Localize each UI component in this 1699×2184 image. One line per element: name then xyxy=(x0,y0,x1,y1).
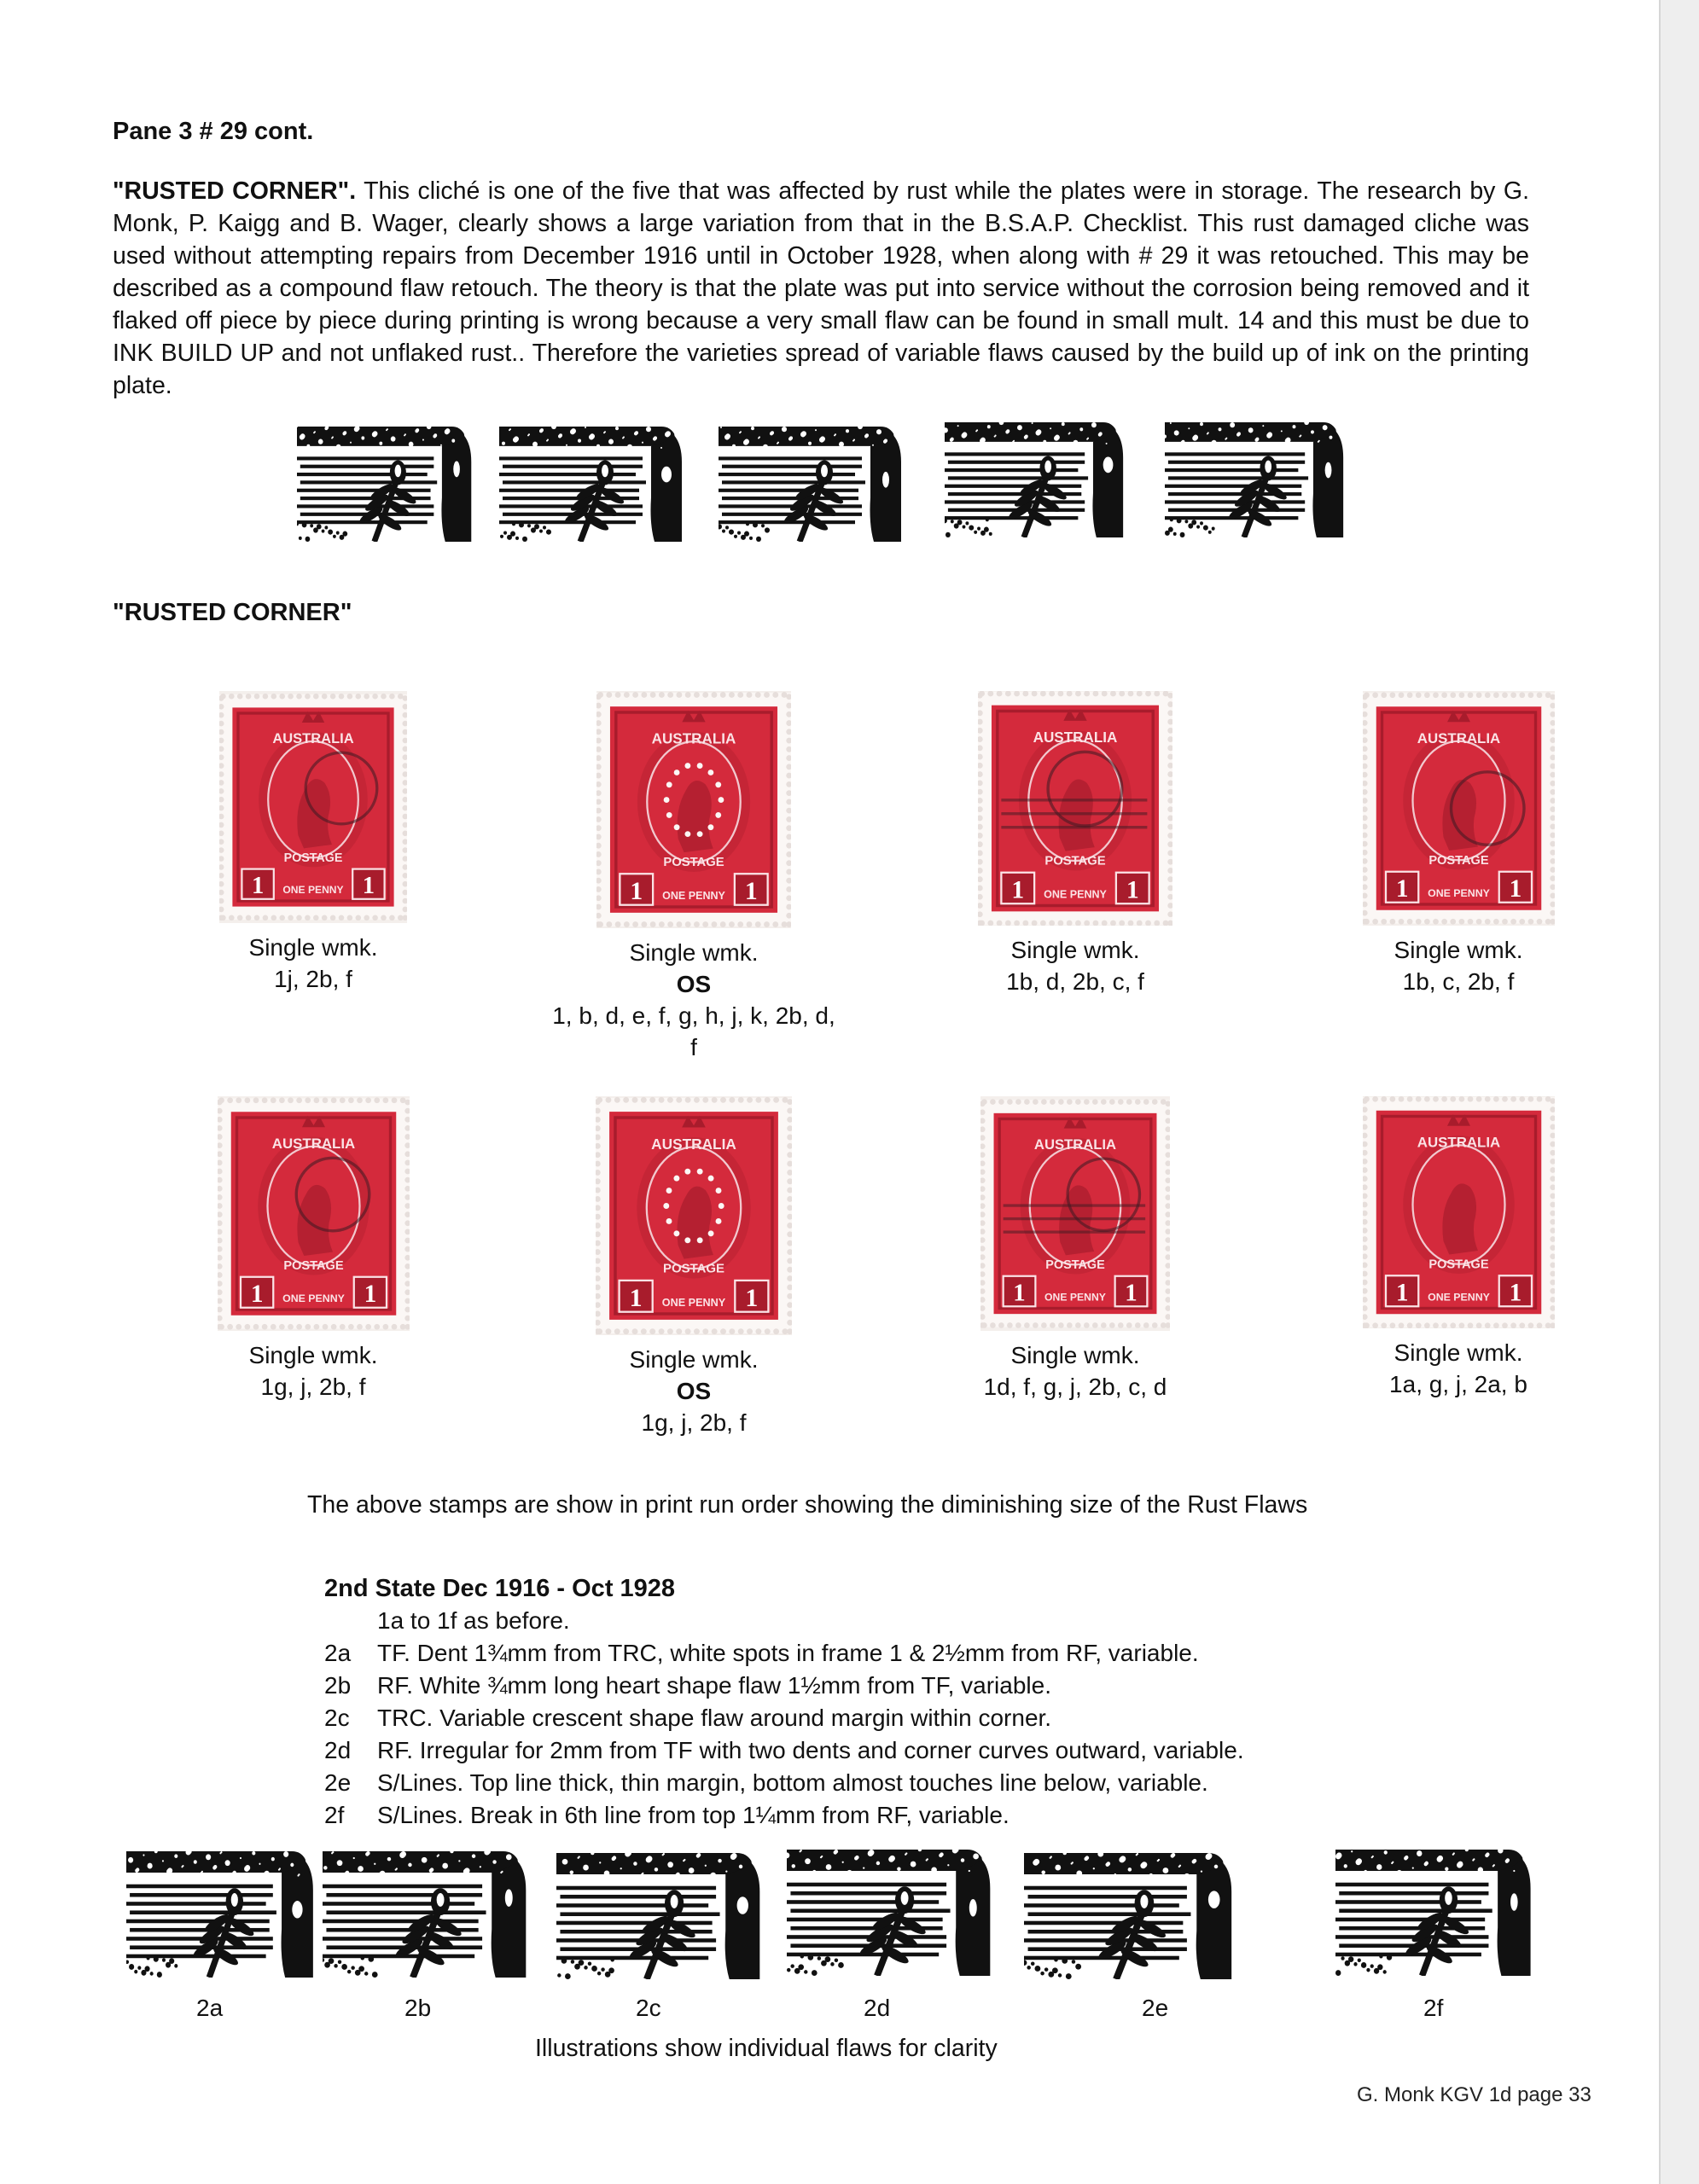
flaw-image xyxy=(787,1850,996,1976)
stamp-country: AUSTRALIA xyxy=(272,731,354,747)
stamp-country: AUSTRALIA xyxy=(1417,1134,1500,1151)
stamp-watermark: Single wmk. xyxy=(1394,1339,1523,1366)
flaw-illustration xyxy=(126,1851,318,1978)
stamp-watermark: Single wmk. xyxy=(629,939,759,966)
state-item xyxy=(324,1702,1244,1734)
stamp xyxy=(980,1096,1170,1331)
state-item xyxy=(324,1637,1244,1670)
flaw-image xyxy=(1024,1853,1237,1979)
state-intro: 1a to 1f as before. xyxy=(377,1607,570,1634)
stamp-country: AUSTRALIA xyxy=(1417,730,1500,746)
stamp-caption xyxy=(549,937,839,1063)
flaw-image xyxy=(945,422,1128,537)
stamp-item xyxy=(930,691,1220,997)
page-edge-line xyxy=(1659,0,1661,2184)
stamp-country: AUSTRALIA xyxy=(651,1135,736,1153)
stamp-value-words: ONE PENNY xyxy=(1044,888,1107,901)
page-heading: Pane 3 # 29 cont. xyxy=(113,118,314,145)
stamp-postage: POSTAGE xyxy=(663,1261,724,1276)
state-item-code: 2d xyxy=(324,1737,352,1763)
stamp-value-left: 1 xyxy=(1013,1279,1026,1307)
state-title: 2nd State Dec 1916 - Oct 1928 xyxy=(324,1575,676,1602)
stamp-item xyxy=(930,1096,1220,1403)
stamp-os-perfin: OS xyxy=(676,971,712,997)
flaw-image xyxy=(1335,1850,1536,1976)
state-item-code: 2c xyxy=(324,1705,350,1731)
stamp-value-right: 1 xyxy=(1509,875,1522,903)
flaw-image xyxy=(126,1851,318,1978)
state-item xyxy=(324,1767,1244,1799)
stamp-image xyxy=(1363,691,1555,926)
stamp-item xyxy=(168,1096,458,1403)
stamp-item xyxy=(1313,691,1603,997)
state-item xyxy=(324,1734,1244,1767)
flaw-image xyxy=(323,1851,532,1978)
stamp-caption xyxy=(168,932,458,995)
flaw-illustration xyxy=(787,1850,996,1976)
stamp-value-left: 1 xyxy=(1011,876,1025,904)
stamp-country: AUSTRALIA xyxy=(271,1136,355,1152)
stamp xyxy=(596,691,791,928)
flaw-illustration xyxy=(499,427,687,542)
stamp-value-words: ONE PENNY xyxy=(282,884,344,897)
stamp-postage: POSTAGE xyxy=(1428,853,1489,868)
stamp-caption xyxy=(168,1339,458,1403)
flaw-label: 2c xyxy=(636,1995,661,2021)
flaw-illustration xyxy=(1165,422,1348,537)
stamp-image xyxy=(219,691,407,923)
stamp-watermark: Single wmk. xyxy=(1394,937,1523,963)
stamp xyxy=(218,1096,410,1331)
stamp-watermark: Single wmk. xyxy=(629,1346,759,1373)
intro-body: This cliché is one of the five that was affected by rust while the plates were in storage. The research by G. Monk, P. Kaigg and B. Wager, clearly shows a large variation from that in the B.S.A.P. Checklist. This rust damaged cliche was used without attempting repairs from December 1916 until in October 1928, when along with # 29 it was retouched. This may be described as a compound flaw retouch. The theory is that the plate was put into service without the corrosion being removed and it flaked off piece by piece during printing is wrong because a very small flaw can be found in small mult. 14 and this must be due to INK BUILD UP and not unflaked rust.. Therefore the varieties spread of variable flaws caused by the build up of ink on the printing plate. xyxy=(113,177,1529,399)
state-item-code: 2b xyxy=(324,1672,352,1699)
state-item-code: 2f xyxy=(324,1802,345,1828)
stamp-value-words: ONE PENNY xyxy=(662,889,725,902)
flaw-illustration xyxy=(1335,1850,1536,1976)
stamp-image xyxy=(978,691,1172,926)
state-item xyxy=(324,1799,1244,1832)
state-item-text: RF. White ¾mm long heart shape flaw 1½mm from TF, variable. xyxy=(377,1672,1051,1699)
state-item-text: S/Lines. Top line thick, thin margin, bottom almost touches line below, variable. xyxy=(377,1769,1208,1796)
stamp-flaw-codes: 1g, j, 2b, f xyxy=(641,1409,747,1436)
stamp xyxy=(1363,691,1555,926)
stamp-postage: POSTAGE xyxy=(1044,854,1106,868)
stamp-value-right: 1 xyxy=(364,1281,376,1308)
stamp-postage: POSTAGE xyxy=(1045,1258,1105,1272)
stamp xyxy=(219,691,407,923)
stamp-value-right: 1 xyxy=(1125,1279,1138,1307)
print-order-note: The above stamps are show in print run order showing the diminishing size of the Rust Flaws xyxy=(307,1491,1308,1519)
flaw-label: 2d xyxy=(864,1995,891,2021)
flaw-label: 2f xyxy=(1423,1995,1444,2021)
stamp-postage: POSTAGE xyxy=(282,1258,344,1273)
page-edge-strip xyxy=(1660,0,1699,2184)
state-items xyxy=(324,1637,1244,1832)
flaw-image xyxy=(719,427,906,542)
intro-lead: "RUSTED CORNER". xyxy=(113,177,357,205)
stamp-caption xyxy=(1313,934,1603,997)
stamp-value-words: ONE PENNY xyxy=(661,1296,726,1309)
stamp-image xyxy=(980,1096,1170,1331)
flaw-image xyxy=(297,427,476,542)
stamp-flaw-codes: 1b, c, 2b, f xyxy=(1402,968,1515,995)
page-footer: G. Monk KGV 1d page 33 xyxy=(1357,2083,1591,2106)
flaw-illustration xyxy=(323,1851,532,1978)
stamp-value-left: 1 xyxy=(630,877,643,905)
stamp-item xyxy=(1313,1096,1603,1400)
stamp-postage: POSTAGE xyxy=(663,856,724,870)
state-item-text: TRC. Variable crescent shape flaw around margin within corner. xyxy=(377,1705,1052,1731)
stamp-value-right: 1 xyxy=(744,877,758,905)
stamp-value-left: 1 xyxy=(250,1281,263,1308)
state-item xyxy=(324,1670,1244,1702)
stamp-value-words: ONE PENNY xyxy=(282,1292,345,1304)
stamp-os-perfin: OS xyxy=(676,1378,712,1404)
stamp-image xyxy=(1363,1096,1555,1328)
stamp-watermark: Single wmk. xyxy=(1010,937,1140,963)
stamp-country: AUSTRALIA xyxy=(1033,729,1118,746)
stamp-value-left: 1 xyxy=(629,1283,643,1312)
state-item-code: 2a xyxy=(324,1640,352,1666)
stamp-flaw-codes: 1g, j, 2b, f xyxy=(260,1374,366,1400)
stamp-value-left: 1 xyxy=(251,873,265,900)
stamp-value-right: 1 xyxy=(1509,1279,1522,1307)
flaw-illustration xyxy=(719,427,906,542)
flaw-illustration xyxy=(556,1853,765,1979)
stamp-image xyxy=(218,1096,410,1331)
state-item-text: RF. Irregular for 2mm from TF with two dents and corner curves outward, variable. xyxy=(377,1737,1244,1763)
stamp-item xyxy=(549,691,839,1063)
stamp-item xyxy=(549,1096,839,1438)
stamp-item xyxy=(168,691,458,995)
stamp-value-left: 1 xyxy=(1395,875,1408,903)
flaw-label: 2b xyxy=(404,1995,432,2021)
stamp-caption xyxy=(1313,1337,1603,1400)
state-description xyxy=(324,1572,1244,1832)
stamp-flaw-codes: 1a, g, j, 2a, b xyxy=(1389,1371,1527,1397)
stamp-country: AUSTRALIA xyxy=(651,730,736,747)
stamp-country: AUSTRALIA xyxy=(1033,1136,1117,1153)
stamp-watermark: Single wmk. xyxy=(248,1342,378,1368)
stamp-flaw-codes: 1d, f, g, j, 2b, c, d xyxy=(983,1374,1167,1400)
illustration-note: Illustrations show individual flaws for clarity xyxy=(535,2035,998,2062)
stamp-value-right: 1 xyxy=(362,873,375,900)
flaw-illustration xyxy=(1024,1853,1237,1979)
stamp-value-words: ONE PENNY xyxy=(1427,1291,1490,1304)
stamp-image xyxy=(596,1096,792,1335)
stamp-value-words: ONE PENNY xyxy=(1427,887,1490,899)
intro-paragraph xyxy=(113,175,1529,402)
stamp xyxy=(1363,1096,1555,1328)
state-item-code: 2e xyxy=(324,1769,352,1796)
stamp-caption xyxy=(549,1344,839,1438)
flaw-label: 2a xyxy=(196,1995,224,2021)
stamp-value-right: 1 xyxy=(745,1283,759,1312)
state-item-text: TF. Dent 1¾mm from TRC, white spots in frame 1 & 2½mm from RF, variable. xyxy=(377,1640,1199,1666)
stamp-flaw-codes: 1, b, d, e, f, g, h, j, k, 2b, d, f xyxy=(552,1002,835,1060)
stamp-value-right: 1 xyxy=(1126,876,1139,904)
flaw-image xyxy=(499,427,687,542)
flaw-illustration xyxy=(297,427,476,542)
stamp-postage: POSTAGE xyxy=(283,851,343,865)
flaw-image xyxy=(1165,422,1348,537)
stamp-postage: POSTAGE xyxy=(1428,1258,1489,1272)
stamp xyxy=(978,691,1172,926)
flaw-illustration xyxy=(945,422,1128,537)
flaw-label: 2e xyxy=(1142,1995,1169,2021)
state-item-text: S/Lines. Break in 6th line from top 1¼mm from RF, variable. xyxy=(377,1802,1010,1828)
stamp-watermark: Single wmk. xyxy=(248,934,378,961)
stamp-flaw-codes: 1b, d, 2b, c, f xyxy=(1006,968,1144,995)
flaw-image xyxy=(556,1853,765,1979)
stamp-caption xyxy=(930,934,1220,997)
stamp-flaw-codes: 1j, 2b, f xyxy=(274,966,352,992)
stamp-image xyxy=(596,691,791,928)
section-title: "RUSTED CORNER" xyxy=(113,599,352,626)
stamp xyxy=(596,1096,792,1335)
stamp-caption xyxy=(930,1339,1220,1403)
stamp-value-words: ONE PENNY xyxy=(1044,1291,1106,1304)
stamp-value-left: 1 xyxy=(1395,1279,1408,1307)
stamp-watermark: Single wmk. xyxy=(1010,1342,1140,1368)
